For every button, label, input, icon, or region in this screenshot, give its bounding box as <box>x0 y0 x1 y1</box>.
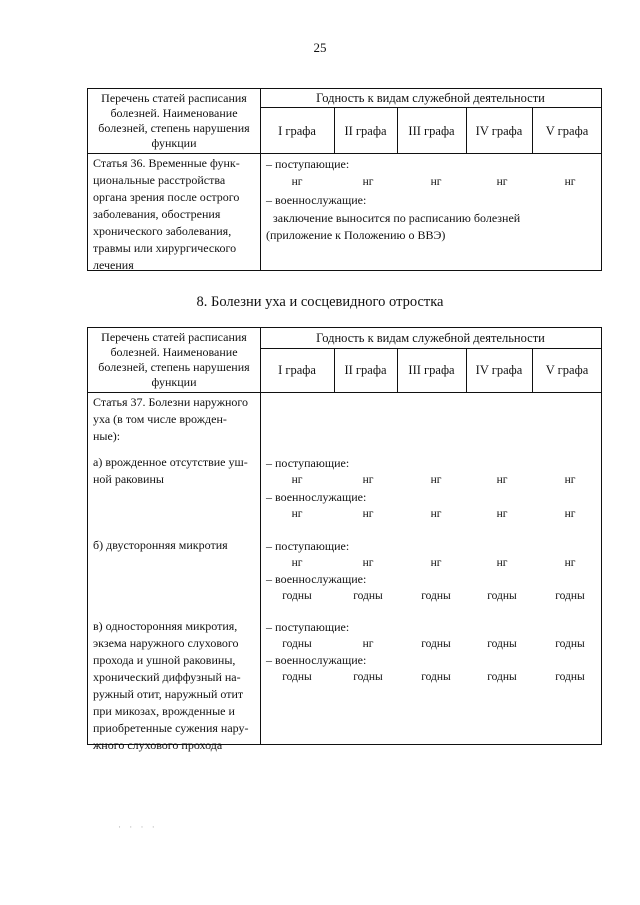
value-cell: нг <box>362 474 374 486</box>
header-article-list <box>88 91 260 151</box>
item-line: прохода и ушной раковины, <box>93 653 236 667</box>
header-line: болезней. Наименование <box>110 345 238 359</box>
header-fitness: Годность к видам служебной деятельности <box>316 91 545 105</box>
value-cell: годны <box>421 638 451 650</box>
column-header-3: III графа <box>408 124 455 138</box>
column-header-3: III графа <box>408 363 455 377</box>
item-line: жного слухового прохода <box>93 738 223 752</box>
conclusion-line: (приложение к Положению о ВВЭ) <box>266 228 446 242</box>
value-cell: годны <box>353 671 383 683</box>
column-header-1: I графа <box>278 363 316 377</box>
value-cell: нг <box>362 638 374 650</box>
article-line: заболевания, обострения <box>93 207 221 221</box>
item-b-text <box>93 537 256 554</box>
value-cell: годны <box>282 590 312 602</box>
article-line: ные): <box>93 429 121 443</box>
header-line: Перечень статей расписания <box>101 330 247 344</box>
value-cell: нг <box>291 508 303 520</box>
subheader-divider <box>260 107 601 108</box>
column-divider <box>260 89 261 270</box>
column-header-2: II графа <box>344 124 387 138</box>
item-line: а) врожденное отсутствие уш- <box>93 455 248 469</box>
item-line: в) односторонняя микротия, <box>93 619 238 633</box>
applicants-label: – поступающие: <box>266 620 350 634</box>
value-cell: нг <box>430 474 442 486</box>
value-cell: годны <box>487 590 517 602</box>
value-cell: нг <box>564 176 576 188</box>
article-line: лечения <box>93 258 134 272</box>
item-line: экзема наружного слухового <box>93 636 239 650</box>
article-37-text <box>93 394 256 445</box>
header-article-list <box>88 330 260 390</box>
value-cell: нг <box>291 557 303 569</box>
value-cell: нг <box>362 557 374 569</box>
item-line: приобретенные сужения нару- <box>93 721 249 735</box>
item-line: ружный отит, наружный отит <box>93 687 244 701</box>
column-header-4: IV графа <box>475 124 523 138</box>
item-line: хронический диффузный на- <box>93 670 241 684</box>
value-cell: нг <box>362 508 374 520</box>
article-line: Статья 36. Временные функ- <box>93 156 240 170</box>
column-header-5: V графа <box>545 363 589 377</box>
article-line: циональные расстройства <box>93 173 226 187</box>
section-title: 8. Болезни уха и сосцевидного отростка <box>196 294 444 310</box>
value-cell: годны <box>353 590 383 602</box>
military-label: – военнослужащие: <box>266 193 367 207</box>
fitness-table-article-37 <box>87 327 602 752</box>
value-cell: нг <box>291 474 303 486</box>
article-line: органа зрения после острого <box>93 190 240 204</box>
applicants-label: – поступающие: <box>266 456 350 470</box>
value-cell: годны <box>282 638 312 650</box>
value-cell: нг <box>430 508 442 520</box>
article-line: Статья 37. Болезни наружного <box>93 395 249 409</box>
value-cell: нг <box>362 176 374 188</box>
value-cell: годны <box>487 671 517 683</box>
value-cell: годны <box>421 590 451 602</box>
article-line: хронического заболевания, <box>93 224 232 238</box>
value-cell: нг <box>430 557 442 569</box>
conclusion-line: заключение выносится по расписанию болезней <box>273 211 521 225</box>
military-label: – военнослужащие: <box>266 490 367 504</box>
header-line: болезней. Наименование <box>110 106 238 120</box>
value-cell: нг <box>564 474 576 486</box>
column-header-1: I графа <box>278 124 316 138</box>
item-line: ной раковины <box>93 472 164 486</box>
subheader-divider <box>260 348 601 349</box>
article-36-text <box>93 155 256 274</box>
header-fitness: Годность к видам служебной деятельности <box>316 331 545 345</box>
value-cell: нг <box>564 557 576 569</box>
header-line: болезней, степень нарушения <box>98 360 250 374</box>
military-label: – военнослужащие: <box>266 653 367 667</box>
header-line: Перечень статей расписания <box>101 91 247 105</box>
value-cell: годны <box>555 590 585 602</box>
value-cell: годны <box>487 638 517 650</box>
value-cell: нг <box>496 474 508 486</box>
column-header-2: II графа <box>344 363 387 377</box>
value-cell: нг <box>564 508 576 520</box>
column-header-5: V графа <box>545 124 589 138</box>
header-line: функции <box>151 375 197 389</box>
applicants-label: – поступающие: <box>266 157 350 171</box>
value-cell: годны <box>282 671 312 683</box>
value-cell: нг <box>496 508 508 520</box>
header-divider <box>88 153 601 154</box>
header-line: функции <box>151 136 197 150</box>
applicants-label: – поступающие: <box>266 539 350 553</box>
article-line: травмы или хирургического <box>93 241 237 255</box>
page-number: 25 <box>313 40 327 55</box>
article-line: уха (в том числе врожден- <box>93 412 227 426</box>
value-cell: годны <box>555 638 585 650</box>
value-cell: нг <box>496 176 508 188</box>
header-divider <box>88 392 601 393</box>
military-label: – военнослужащие: <box>266 572 367 586</box>
value-cell: годны <box>555 671 585 683</box>
value-cell: нг <box>291 176 303 188</box>
fitness-table-article-36 <box>87 88 602 271</box>
item-a-text <box>93 454 256 488</box>
column-header-4: IV графа <box>475 363 523 377</box>
value-cell: нг <box>496 557 508 569</box>
item-line: б) двусторонняя микротия <box>93 538 228 552</box>
item-c-text <box>93 618 256 754</box>
item-line: при микозах, врожденные и <box>93 704 235 718</box>
header-line: болезней, степень нарушения <box>98 121 250 135</box>
column-divider <box>260 328 261 744</box>
value-cell: нг <box>430 176 442 188</box>
scan-artifact: · · · · <box>118 822 158 832</box>
value-cell: годны <box>421 671 451 683</box>
